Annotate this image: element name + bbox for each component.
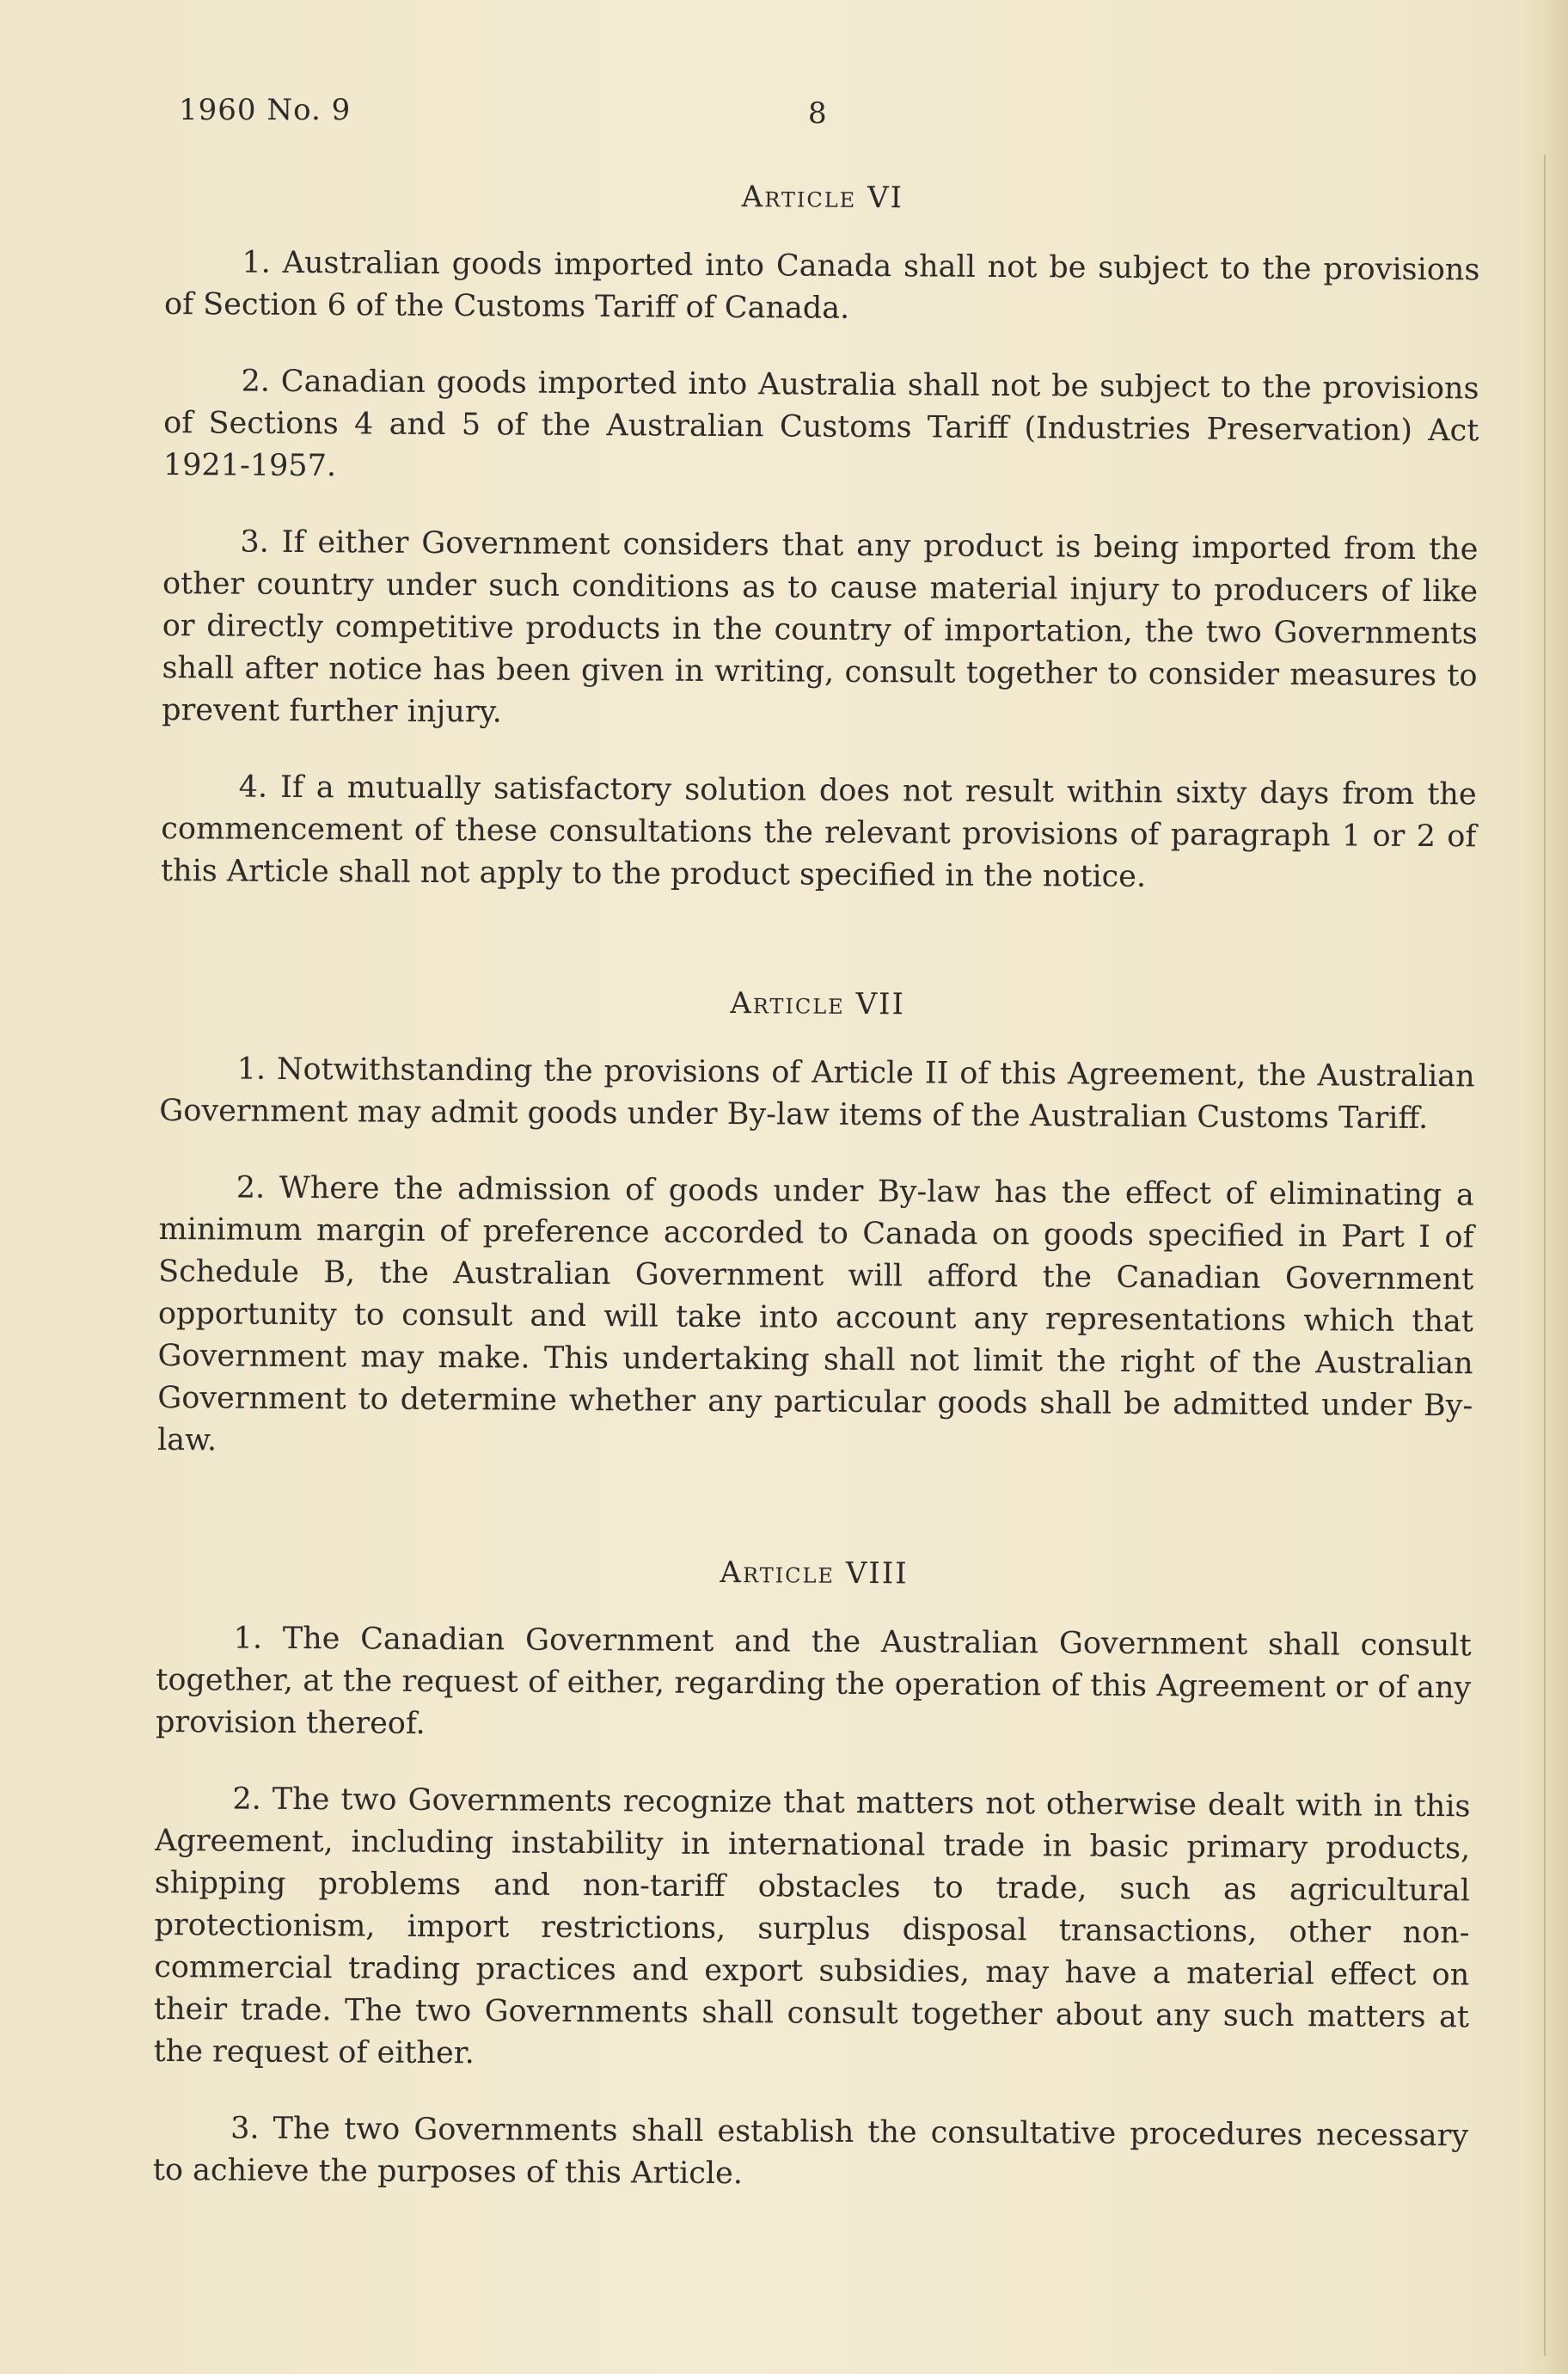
article-title: Article VI [741,180,904,216]
document-body [152,176,1480,2290]
article-viii-section [153,1552,1473,2199]
book-spine-edge [1520,0,1568,2374]
article-paragraph: 1. The Canadian Government and the Australian Government shall consult together, at the request of either, regarding the operation of this Agreement or of any provision thereof. [155,1621,1472,1741]
article-paragraph: 2. Where the admission of goods under By-law has the effect of eliminating a minimum margin of preference accorded to Canada on goods specified in Part I of Schedule B, the Australian Government will afford the Canadian Government opportunity to consult and will take into account any representations which that Government may make. This undertaking shall not limit the right of the Australian Government to determine whether any particular goods shall be admitted under By-law. [156,1170,1474,1458]
article-title: Article VII [730,986,906,1022]
article-paragraph: 1. Notwithstanding the provisions of Article II of this Agreement, the Australian Government may admit goods under By-law items of the Australian Customs Tariff. [159,1052,1475,1136]
article-paragraph: 3. If either Government considers that any product is being imported from the other country under such conditions as to cause material injury to producers of like or directly competitive products in the country of importation, the two Governments shall after notice has been given in writing, consult together to consider measures to prevent further injury. [162,524,1479,730]
running-header: 1960 No. 9 [179,93,352,127]
spine-binding-line [1544,155,1546,2356]
article-paragraph: 2. The two Governments recognize that matters not otherwise dealt with in this Agreement, including instability in international trade in basic primary products, shipping problems and non-tariff obstacles to trade, such as agricultural protectionism, import restrictions, surplus disposal transactions, other non-commercial trading practices and export subsidies, may have a material effect on their trade. The two Governments shall consult together about any such matters at the request of either. [153,1782,1471,2071]
article-paragraph: 4. If a mutually satisfactory solution does not result within sixty days from the commencement of these consultations the relevant provisions of paragraph 1 or 2 of this Article shall not apply to the product specified in the notice. [160,770,1477,894]
article-paragraph: 2. Canadian goods imported into Australia shall not be subject to the provisions of Sections 4 and 5 of the Australian Customs Tariff (Industries Preservation) Act 1921-1957. [162,364,1479,484]
article-paragraph: 1. Australian goods imported into Canada shall not be subject to the provisions of Section 6 of the Customs Tariff of Canada. [163,245,1480,326]
article-vi-section [161,176,1480,900]
page-number: 8 [808,96,827,131]
article-paragraph: 3. The two Governments shall establish the consultative procedures necessary to achieve the purposes of this Article. [152,2111,1469,2192]
article-title: Article VIII [720,1555,909,1592]
article-vii-section [157,983,1475,1469]
